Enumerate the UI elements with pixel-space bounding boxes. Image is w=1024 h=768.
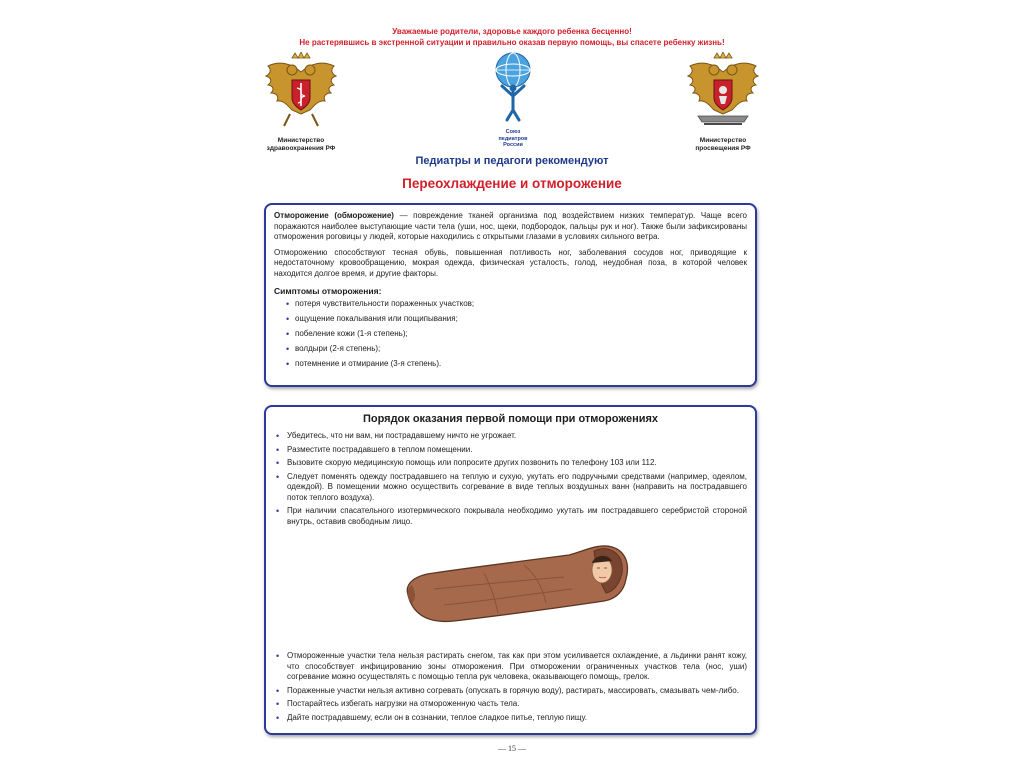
page-title: Переохлаждение и отморожение: [402, 176, 622, 191]
header-line-2: Не растерявшись в экстренной ситуации и правильно оказав первую помощь, вы спасете ребенку жизнь!: [299, 38, 725, 47]
symptoms-heading: Симптомы отморожения:: [274, 286, 382, 296]
list-item: • побеление кожи (1-я степень);: [274, 329, 747, 340]
list-item: • Пораженные участки нельзя активно согревать (опускать в горячую воду), растирать, массировать, смазывать чем-либо.: [274, 686, 747, 697]
union-label: Союз педиатров России: [498, 129, 528, 148]
person-in-blanket-icon: [394, 533, 634, 641]
ministry-education-emblem-icon: [684, 52, 762, 132]
list-item: • Следует поменять одежду пострадавшего на теплую и сухую, укутать его подручными средствами (например, одеялом, одеждой). В помещении можно осуществить согревание в виде теплых воздушных ванн (направить на пострадавшего поток теплого воздуха).: [274, 472, 747, 504]
list-item: • Отмороженные участки тела нельзя растирать снегом, так как при этом усиливается охлаждение, а льдинки ранят кожу, что способствует инфицированию зоны отморожения. При отморожении ограниченных участков тела (нос, уши) согревание можно осуществлять с помощью тепла рук человека, оказывающего помощь, грелок.: [274, 651, 747, 683]
page-number: — 15 —: [498, 744, 526, 753]
list-item: • Вызовите скорую медицинскую помощь или попросите других позвонить по телефону 103 или 112.: [274, 458, 747, 469]
symptoms-list: [274, 299, 747, 370]
union-pediatricians-logo-icon: [489, 48, 537, 128]
frostbite-definition-text: — повреждение тканей организма под воздействием низких температур. Чаще всего поражаются наиболее выступающие части тела (уши, нос, щеки, подбородок, пальцы рук и ног). Также были зафиксированы отморожения роговицы у людей, которые находились с открытыми глазами в условиях сильного ветра.: [274, 211, 748, 241]
left-ministry-label: Министерство здравоохранения РФ: [266, 137, 336, 152]
list-item: • потеря чувствительности пораженных участков;: [274, 299, 747, 310]
list-item: • волдыри (2-я степень);: [274, 344, 747, 355]
list-item: • Дайте пострадавшему, если он в сознании, теплое сладкое питье, теплую пищу.: [274, 713, 747, 724]
frostbite-term: Отморожение (обморожение): [274, 211, 394, 220]
list-item: • ощущение покалывания или пощипывания;: [274, 314, 747, 325]
page-subtitle: Педиатры и педагоги рекомендуют: [415, 155, 609, 167]
list-item: • Разместите пострадавшего в теплом помещении.: [274, 445, 747, 456]
frostbite-definition: [274, 211, 747, 243]
list-item: • потемнение и отмирание (3-я степень).: [274, 359, 747, 370]
list-item: • Постарайтесь избегать нагрузки на отмороженную часть тела.: [274, 699, 747, 710]
right-ministry-label: Министерство просвещения РФ: [695, 137, 751, 152]
wrapped-person-illustration: [274, 533, 747, 641]
frostbite-info-box: [264, 203, 757, 387]
list-item: • Убедитесь, что ни вам, ни пострадавшему ничто не угрожает.: [274, 431, 747, 442]
frostbite-causes: Отморожению способствуют тесная обувь, повышенная потливость ног, заболевания сосудов ног, приводящие к недостаточному кровообращению, мокрая одежда, физическая усталость, голод, неудобная поза, в которой человек находится долгое время, и другие факторы.: [274, 247, 747, 278]
list-item: • При наличии спасательного изотермического покрывала необходимо укутать им пострадавшего серебристой стороной внутрь, оставив свободным лицо.: [274, 506, 747, 527]
first-aid-warnings-list: [274, 651, 747, 723]
first-aid-steps-list: [274, 431, 747, 527]
first-aid-box: [264, 405, 757, 735]
first-aid-title: Порядок оказания первой помощи при отморожениях: [362, 413, 659, 425]
ministry-health-emblem-icon: [262, 52, 340, 130]
header-line-1: Уважаемые родители, здоровье каждого ребенка бесценно!: [392, 27, 632, 36]
